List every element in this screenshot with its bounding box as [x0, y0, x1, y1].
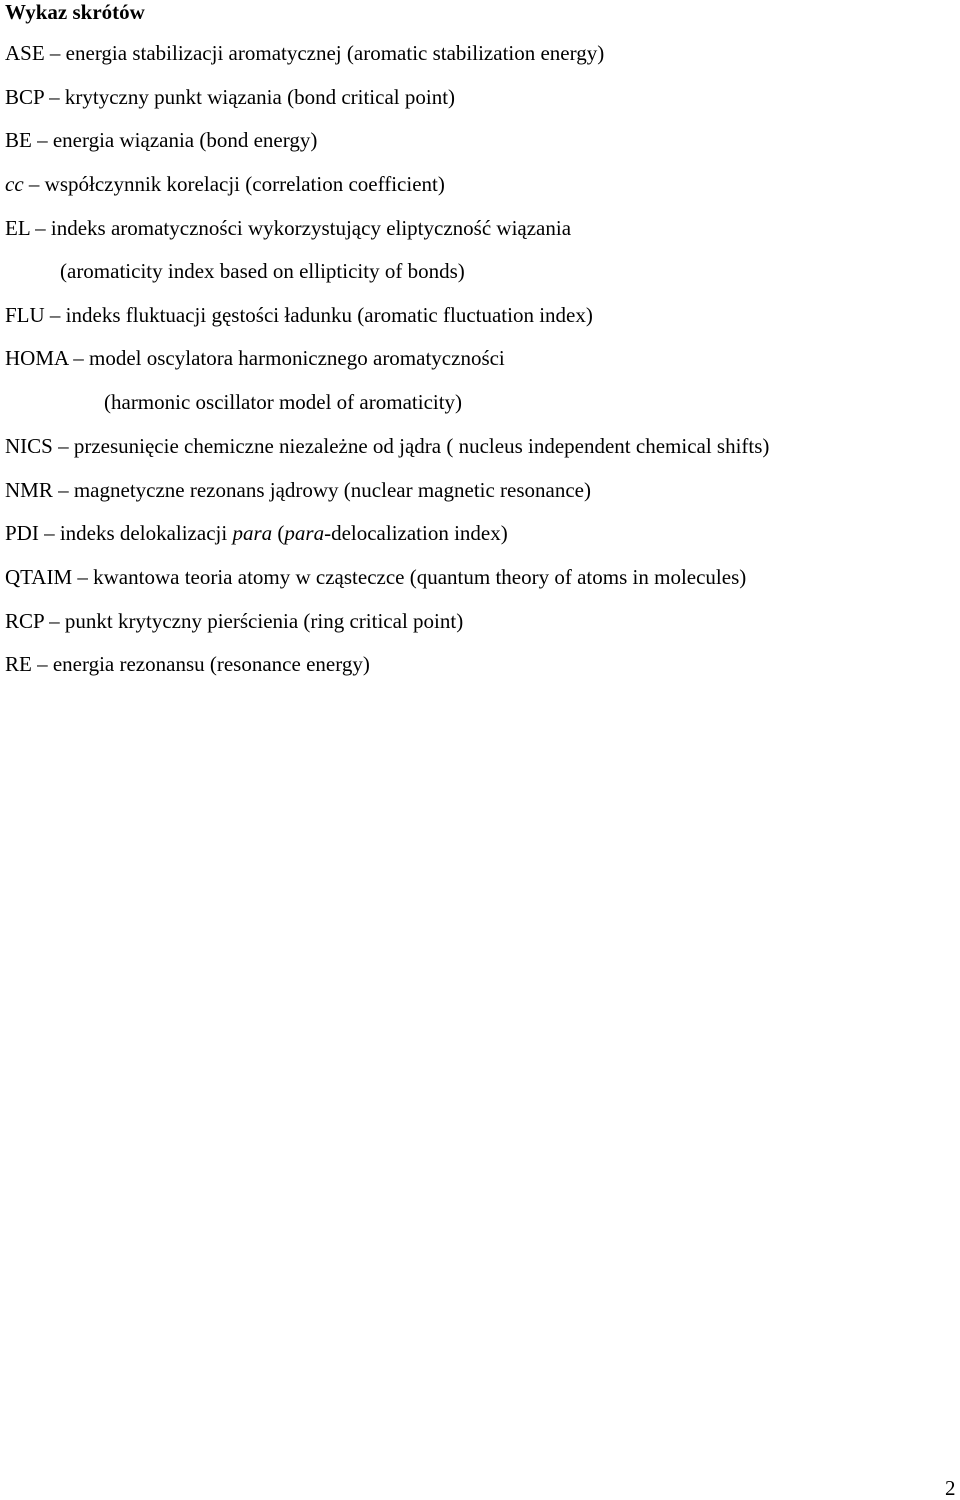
abbreviation-homa-continuation: (harmonic oscillator model of aromaticity) — [104, 390, 463, 414]
abbreviation-el-continuation: (aromaticity index based on ellipticity of bonds) — [60, 259, 465, 283]
abbreviation-bcp: BCP – krytyczny punkt wiązania (bond critical point) — [5, 85, 456, 109]
abbreviation-ase: ASE – energia stabilizacji aromatycznej (aromatic stabilization energy) — [5, 41, 605, 65]
page-number: 2 — [945, 1476, 956, 1500]
abbreviation-pdi-part-1: PDI – indeks delokalizacji — [5, 521, 233, 545]
abbreviation-qtaim: QTAIM – kwantowa teoria atomy w cząsteczce (quantum theory of atoms in molecules) — [5, 565, 747, 589]
abbreviation-cc-definition: – współczynnik korelacji (correlation coefficient) — [23, 172, 445, 196]
abbreviation-nics: NICS – przesunięcie chemiczne niezależne od jądra ( nucleus independent chemical shifts) — [5, 434, 770, 458]
abbreviation-re: RE – energia rezonansu (resonance energy) — [5, 652, 370, 676]
abbreviation-pdi-para-1: para — [232, 521, 273, 545]
abbreviation-nmr: NMR – magnetyczne rezonans jądrowy (nuclear magnetic resonance) — [5, 478, 592, 502]
page-title: Wykaz skrótów — [5, 0, 145, 24]
abbreviation-pdi-para-2: para — [284, 521, 325, 545]
abbreviation-pdi-part-2: ( — [272, 521, 285, 545]
abbreviation-cc-term: cc — [5, 172, 24, 196]
abbreviation-pdi-part-3: -delocalization index) — [324, 521, 508, 545]
abbreviation-flu: FLU – indeks fluktuacji gęstości ładunku (aromatic fluctuation index) — [5, 303, 593, 327]
abbreviation-pdi — [5, 521, 508, 545]
abbreviation-rcp: RCP – punkt krytyczny pierścienia (ring critical point) — [5, 609, 464, 633]
abbreviation-homa: HOMA – model oscylatora harmonicznego aromatyczności — [5, 346, 505, 370]
abbreviation-be: BE – energia wiązania (bond energy) — [5, 128, 318, 152]
abbreviation-el: EL – indeks aromatyczności wykorzystujący eliptyczność wiązania — [5, 216, 572, 240]
abbreviation-cc — [5, 172, 445, 196]
